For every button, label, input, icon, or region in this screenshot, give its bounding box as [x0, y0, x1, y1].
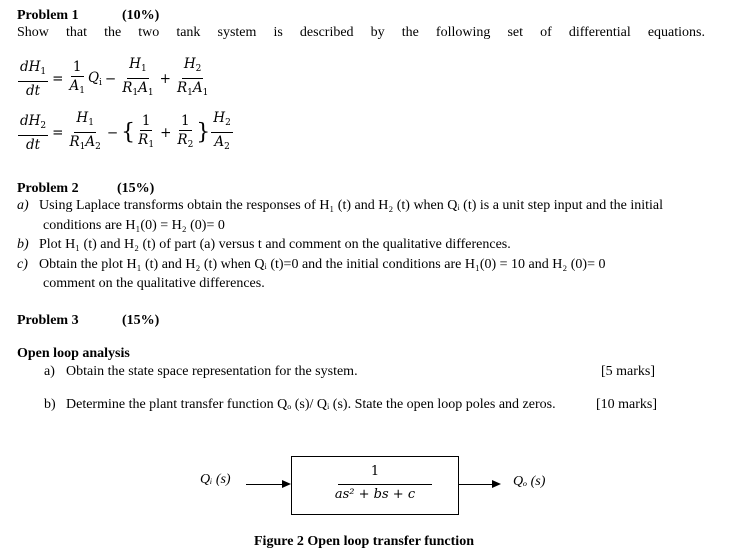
problem2-item-b [17, 237, 511, 253]
problem2-title: Problem 2 [17, 181, 79, 196]
intro-word: the [401, 25, 419, 40]
problem1-weight: (10%) [122, 8, 160, 23]
input-arrow-head [282, 480, 291, 488]
problem3-item-b [44, 397, 556, 413]
problem2-item-c [17, 257, 605, 273]
problem3-item-b-marks: [10 marks] [596, 397, 658, 412]
problem3-item-a [44, 364, 358, 380]
intro-word: following [435, 25, 491, 40]
problem2-item-c-cont: comment on the qualitative differences. [43, 276, 265, 291]
intro-word: that [65, 25, 87, 40]
intro-word: Show [17, 25, 49, 40]
problem1-intro [17, 25, 705, 41]
output-arrow-line [458, 484, 493, 485]
item-letter: b) [44, 397, 56, 412]
intro-word: system [217, 25, 257, 40]
item-text: Plot H₁ (t) and H₂ (t) of part (a) versus t and comment on the qualitative differences. [39, 237, 511, 252]
section-heading: Open loop analysis [17, 346, 130, 361]
intro-word: equations. [647, 25, 705, 40]
intro-word: by [370, 25, 385, 40]
item-text: Obtain the plot H₁ (t) and H₂ (t) when Qᵢ (t)=0 and the initial conditions are H₁(0) = 10 and H₂ (0)= 0 [39, 257, 606, 272]
figure-caption: Figure 2 Open loop transfer function [254, 534, 474, 549]
intro-word: described [299, 25, 354, 40]
equation-dh1: $\frac{dH_1}{dt}$ = $\frac{1}{A_1}$ $Q_i$ − $\frac{H_1}{R_1A_1}$ + $\frac{H_2}{R_1A_1}$ [20, 56, 209, 99]
intro-word: differential [568, 25, 631, 40]
item-letter: a) [44, 364, 55, 379]
intro-word: tank [176, 25, 201, 40]
intro-word: two [138, 25, 160, 40]
item-letter: c) [17, 257, 28, 272]
problem3-item-a-marks: [5 marks] [601, 364, 656, 379]
intro-word: is [273, 25, 283, 40]
item-letter: a) [17, 198, 29, 213]
problem2-item-a [17, 198, 663, 214]
problem2-weight: (15%) [117, 181, 155, 196]
intro-word: set [507, 25, 523, 40]
input-label: Qᵢ (s) [200, 472, 231, 487]
problem1-title: Problem 1 [17, 8, 79, 23]
input-arrow-line [246, 484, 282, 485]
item-text: Determine the plant transfer function Qₒ (s)/ Qᵢ (s). State the open loop poles and zeros. [66, 397, 556, 412]
tf-fraction-bar [338, 484, 432, 485]
intro-word: the [104, 25, 122, 40]
problem3-weight: (15%) [122, 313, 160, 328]
output-arrow-head [492, 480, 501, 488]
item-letter: b) [17, 237, 29, 252]
tf-numerator: 1 [370, 464, 380, 479]
item-text: Using Laplace transforms obtain the responses of H₁ (t) and H₂ (t) when Qᵢ (t) is a unit step input and the initial [39, 198, 664, 213]
equation-dh2: $\frac{dH_2}{dt}$ = $\frac{H_1}{R_1A_2}$ − { $\frac{1}{R_1}$ + $\frac{1}{R_2}$ } $\frac{H_2}{A_2}$ [20, 110, 231, 153]
problem2-item-a-cont: conditions are H₁(0) = H₂ (0)= 0 [43, 218, 225, 233]
transfer-function-block [291, 456, 459, 515]
output-label: Qₒ (s) [513, 474, 546, 489]
problem3-title: Problem 3 [17, 313, 79, 328]
intro-word: of [540, 25, 552, 40]
item-text: Obtain the state space representation for the system. [66, 364, 358, 379]
tf-denominator: as² + bs + c [334, 487, 416, 502]
